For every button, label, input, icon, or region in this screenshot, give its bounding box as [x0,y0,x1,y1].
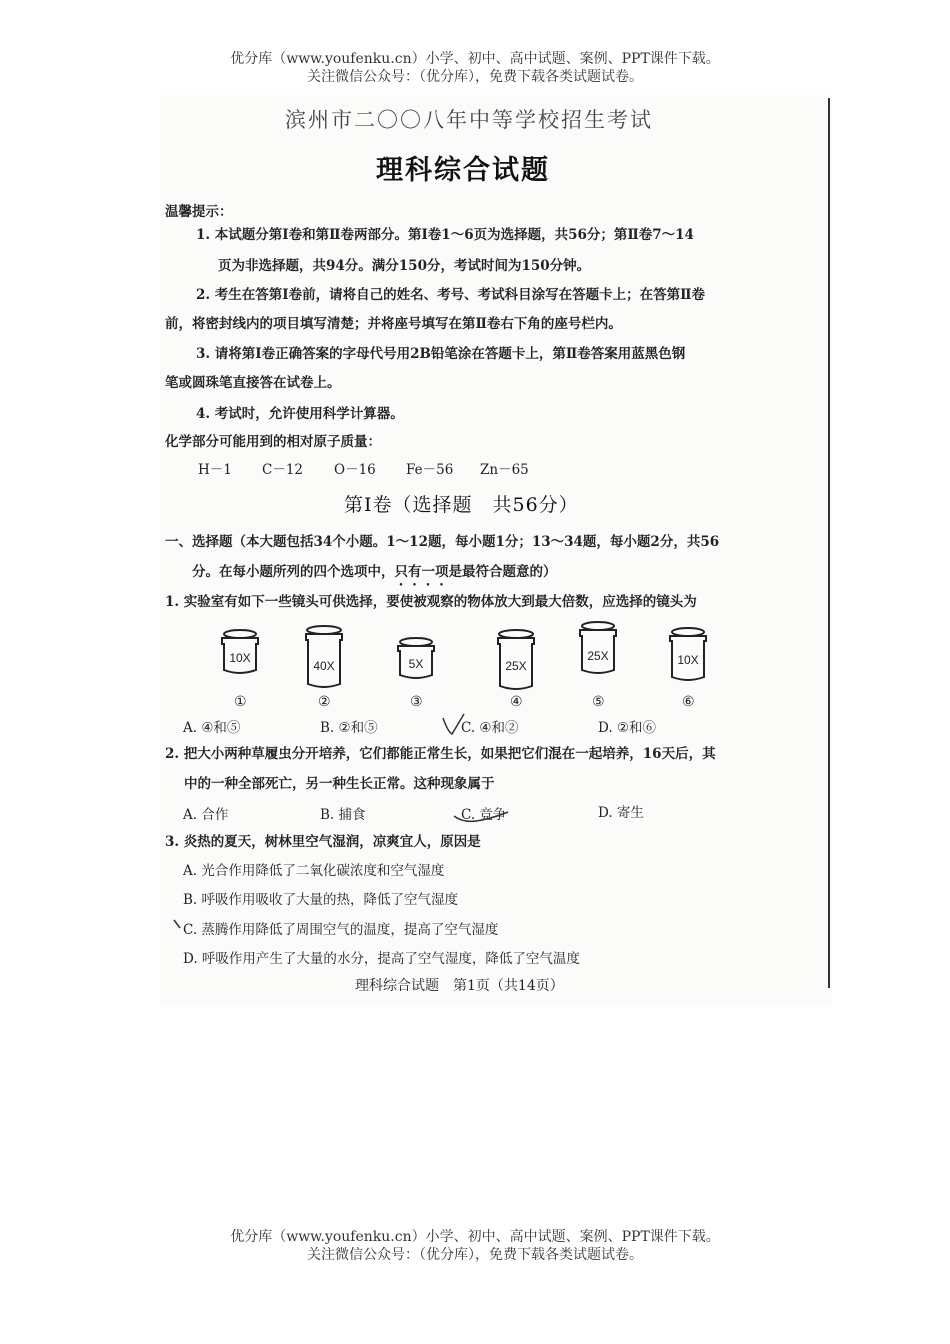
section1-instructions-line-1: 一、选择题（本大题包括34个小题。1～12题，每小题1分；13～34题，每小题2分，共56 [165,534,720,550]
atomic-mass-fe: Fe－56 [406,462,454,478]
tip-3-line-2: 笔或圆珠笔直接答在试卷上。 [165,375,341,391]
q1-option-a: A. ④和⑤ [183,720,241,736]
lens-figure [200,620,740,696]
q2-stem-line-2: 中的一种全部死亡，另一种生长正常。这种现象属于 [184,776,495,792]
atomic-mass-o: O－16 [334,462,376,478]
lens-5-number: ⑤ [592,694,605,710]
banner-line-2-bottom: 关注微信公众号：（优分库），免费下载各类试题试卷。 [307,1247,643,1263]
section-title: 第Ⅰ卷（选择题 共56分） [344,494,579,516]
q3-option-d: D. 呼吸作用产生了大量的水分，提高了空气湿度，降低了空气温度 [183,951,580,967]
atomic-mass-c: C－12 [262,462,304,478]
banner-line-1-bottom: 优分库（www.youfenku.cn）小学、初中、高中试题、案例、PPT课件下载。 [230,1229,720,1245]
tip-1-line-2: 页为非选择题，共94分。满分150分，考试时间为150分钟。 [218,258,591,274]
lens-2-number: ② [318,694,331,710]
binding-line [828,98,830,988]
lens-5-label: 25X [587,649,609,663]
lens-5 [580,622,616,673]
lens-2 [306,626,342,687]
lens-3-number: ③ [410,694,423,710]
tip-1-line-1: 1. 本试题分第Ⅰ卷和第Ⅱ卷两部分。第Ⅰ卷1～6页为选择题，共56分；第Ⅱ卷7～14 [196,227,694,243]
lens-3-label: 5X [408,657,424,671]
tip-2-line-1: 2. 考生在答第Ⅰ卷前，请将自己的姓名、考号、考试科目涂写在答题卡上；在答第Ⅱ卷 [196,287,705,303]
subject-title: 理科综合试题 [376,155,550,186]
bottom-banner [0,1228,950,1264]
instr-pre: 分。在每小题所列的四个选项中， [192,564,395,580]
section1-instructions-line-2 [192,560,557,589]
q2-option-a: A. 合作 [183,807,229,823]
q1-option-d: D. ②和⑥ [598,720,657,736]
lens-1-label: 10X [229,651,251,665]
banner-line-2: 关注微信公众号：（优分库），免费下载各类试题试卷。 [307,69,643,85]
q3-option-a: A. 光合作用降低了二氧化碳浓度和空气湿度 [183,863,445,879]
atomic-mass-header: 化学部分可能用到的相对原子质量： [165,434,381,450]
instr-post: 是最符合题意的） [448,564,557,580]
tip-4: 4. 考试时，允许使用科学计算器。 [196,406,404,422]
q2-option-d: D. 寄生 [598,805,644,821]
q2-option-b: B. 捕食 [320,807,366,823]
exam-title: 滨州市二〇〇八年中等学校招生考试 [285,108,653,132]
q2-handwritten-check-mark [452,808,512,824]
tips-header: 温馨提示： [165,204,233,220]
q3-option-c: C. 蒸腾作用降低了周围空气的温度，提高了空气湿度 [183,922,499,938]
lens-1-number: ① [234,694,247,710]
lens-6-number: ⑥ [682,694,695,710]
page-footer: 理科综合试题 第1页（共14页） [355,978,564,994]
instr-emphasis: 只有一项 [394,564,449,580]
q1-option-c: C. ④和② [461,720,519,736]
q1-handwritten-check-mark [440,710,466,738]
q3-stem: 3. 炎热的夏天，树林里空气湿润，凉爽宜人，原因是 [165,834,481,850]
q3-handwritten-mark [172,918,184,932]
q1-option-b: B. ②和⑤ [320,720,378,736]
q3-option-b: B. 呼吸作用吸收了大量的热，降低了空气湿度 [183,892,459,908]
top-banner [0,50,950,86]
atomic-mass-zn: Zn－65 [480,462,529,478]
lens-6-label: 10X [677,653,699,667]
atomic-mass-h: H－1 [198,462,232,478]
q2-stem-line-1: 2. 把大小两种草履虫分开培养，它们都能正常生长，如果把它们混在一起培养，16天后，其 [165,746,716,762]
lens-2-label: 40X [313,659,335,673]
lens-4-label: 25X [505,659,527,673]
lens-4-number: ④ [510,694,523,710]
tip-2-line-2: 前，将密封线内的项目填写清楚；并将座号填写在第Ⅱ卷右下角的座号栏内。 [165,316,622,332]
tip-3-line-1: 3. 请将第Ⅰ卷正确答案的字母代号用2B铅笔涂在答题卡上，第Ⅱ卷答案用蓝黑色钢 [196,346,686,362]
banner-line-1: 优分库（www.youfenku.cn）小学、初中、高中试题、案例、PPT课件下载。 [230,51,720,67]
q2-option-c: C. 竞争 [461,807,507,823]
q1-stem: 1. 实验室有如下一些镜头可供选择，要使被观察的物体放大到最大倍数，应选择的镜头为 [165,594,697,610]
